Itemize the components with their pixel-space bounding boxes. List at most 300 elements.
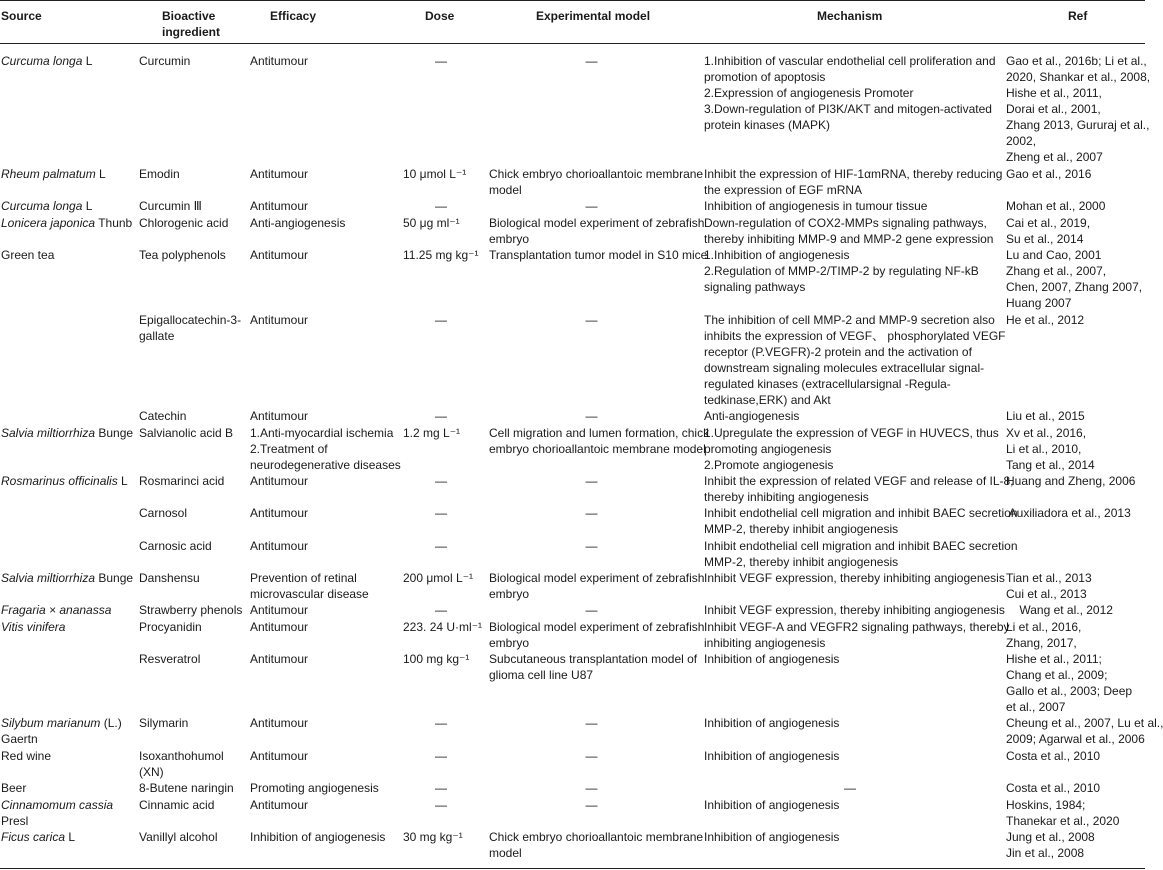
- efficacy-line: Antitumour: [250, 167, 309, 181]
- ingredient-line: Catechin: [139, 409, 187, 423]
- cell-source: [1, 166, 106, 182]
- ref-line: Lu and Cao, 2001: [1006, 248, 1102, 262]
- ref-line: Wang et al., 2012: [1006, 603, 1113, 617]
- cell-efficacy: [250, 829, 385, 845]
- cell-model: [489, 570, 704, 602]
- cell-ref: [1006, 715, 1163, 747]
- mechanism-line: MMP-2, thereby inhibit angiogenesis: [704, 555, 899, 569]
- cell-dose: 10 μmol L⁻¹: [403, 167, 467, 181]
- ref-line: Gao et al., 2016: [1006, 167, 1092, 181]
- mechanism-line: Inhibit endothelial cell migration and inhibit BAEC secretion: [704, 506, 1018, 520]
- cell-model: —: [585, 506, 598, 520]
- ref-line: Huang 2007: [1006, 296, 1072, 310]
- cell-model: [489, 215, 704, 247]
- model-line: Biological model experiment of zebrafish: [489, 216, 705, 230]
- cell-dose: —: [435, 716, 447, 730]
- ref-line: Liu et al., 2015: [1006, 409, 1085, 423]
- mechanism-line: downstream signaling molecules extracellular signal-: [704, 361, 985, 375]
- ref-line: Li et al., 2016,: [1006, 620, 1082, 634]
- model-line: embryo: [489, 636, 530, 650]
- mechanism-line: protein kinases (MAPK): [704, 118, 831, 132]
- cell-ingredient: [139, 619, 202, 635]
- efficacy-line: Antitumour: [250, 409, 309, 423]
- ingredient-line: Tea polyphenols: [139, 248, 226, 262]
- cell-ref: [1006, 780, 1100, 796]
- header-rule: [0, 43, 1145, 44]
- ingredient-line: Rosmarinci acid: [139, 474, 225, 488]
- cell-efficacy: [250, 198, 308, 214]
- cell-ref: [1006, 570, 1092, 602]
- efficacy-line: neurodegenerative diseases: [250, 458, 401, 472]
- cell-ingredient: [139, 53, 190, 69]
- cell-mechanism: [704, 198, 927, 214]
- model-line: model: [489, 183, 522, 197]
- source-text: Salvia miltiorrhiza: [1, 426, 96, 440]
- cell-efficacy: [250, 473, 308, 489]
- mechanism-line: the expression of EGF mRNA: [704, 183, 863, 197]
- mechanism-line: receptor (P.VEGFR)-2 protein and the activation of: [704, 345, 972, 359]
- mechanism-line: inhibiting angiogenesis: [704, 636, 826, 650]
- cell-mechanism: [704, 715, 839, 731]
- mechanism-line: 2.Promote angiogenesis: [704, 458, 834, 472]
- source-text: Fragaria × ananassa: [1, 603, 112, 617]
- efficacy-line: Antitumour: [250, 620, 309, 634]
- cell-ingredient: [139, 570, 200, 586]
- ref-line: Hoskins, 1984;: [1006, 798, 1086, 812]
- source-text: Rosmarinus officinalis: [1, 474, 118, 488]
- cell-efficacy: [250, 780, 379, 796]
- source-text: Curcuma longa: [1, 54, 83, 68]
- ref-line: Auxiliadora et al., 2013: [1006, 506, 1131, 520]
- efficacy-line: Antitumour: [250, 603, 309, 617]
- ingredient-line: Carnosic acid: [139, 539, 212, 553]
- cell-model: —: [585, 474, 598, 488]
- model-line: embryo: [489, 232, 530, 246]
- source-text: L: [65, 830, 76, 844]
- cell-efficacy: [250, 538, 308, 554]
- cell-model: —: [585, 781, 598, 795]
- source-text: Cinnamomum cassia: [1, 798, 114, 812]
- cell-ingredient: [139, 829, 218, 845]
- ref-line: Tang et al., 2014: [1006, 458, 1095, 472]
- cell-ingredient: [139, 780, 234, 796]
- cell-ingredient: [139, 425, 233, 441]
- cell-dose: —: [435, 781, 447, 795]
- mechanism-line: 1.Inhibition of angiogenesis: [704, 248, 850, 262]
- cell-efficacy: [250, 408, 308, 424]
- cell-ref: [1006, 473, 1135, 489]
- cell-ingredient: [139, 651, 200, 667]
- mechanism-line: regulated kinases (extracellularsignal -Regula-: [704, 377, 951, 391]
- ref-line: Thanekar et al., 2020: [1006, 814, 1120, 828]
- cell-source: [1, 247, 54, 263]
- efficacy-line: Anti-angiogenesis: [250, 216, 346, 230]
- mechanism-line: Inhibit VEGF-A and VEGFR2 signaling pathways, thereby: [704, 620, 1010, 634]
- cell-model: —: [585, 603, 598, 617]
- ref-line: 2002,: [1006, 134, 1037, 148]
- table-bottom-rule: [0, 868, 1145, 869]
- cell-dose: —: [435, 539, 447, 553]
- cell-dose: 30 mg kg⁻¹: [403, 830, 463, 844]
- mechanism-line: promoting angiogenesis: [704, 442, 832, 456]
- cell-ingredient: [139, 408, 186, 424]
- cell-dose: 200 μmol L⁻¹: [403, 571, 473, 585]
- mechanism-line: 1.Upregulate the expression of VEGF in HUVECS, thus: [704, 426, 999, 440]
- ref-line: Huang and Zheng, 2006: [1006, 474, 1136, 488]
- efficacy-line: Prevention of retinal: [250, 571, 357, 585]
- cell-ref: [1006, 829, 1095, 861]
- cell-source: [1, 797, 113, 829]
- source-text: Salvia miltiorrhiza: [1, 571, 96, 585]
- cell-ingredient: [139, 198, 202, 214]
- mechanism-line: Inhibition of angiogenesis: [704, 716, 840, 730]
- ingredient-line: Epigallocatechin-3-: [139, 313, 242, 327]
- cell-model: —: [585, 716, 598, 730]
- ingredient-line: (XN): [139, 765, 164, 779]
- efficacy-line: Inhibition of angiogenesis: [250, 830, 386, 844]
- efficacy-line: Antitumour: [250, 716, 309, 730]
- ref-line: Su et al., 2014: [1006, 232, 1084, 246]
- ingredient-line: 8-Butene naringin: [139, 781, 234, 795]
- cell-source: [1, 425, 133, 441]
- source-text: Presl: [1, 814, 29, 828]
- cell-mechanism: [704, 748, 839, 764]
- cell-mechanism: [704, 408, 799, 424]
- cell-dose: —: [435, 313, 447, 327]
- ref-line: Jung et al., 2008: [1006, 830, 1095, 844]
- efficacy-line: Antitumour: [250, 798, 309, 812]
- ingredient-line: Cinnamic acid: [139, 798, 215, 812]
- ref-line: et al., 2007: [1006, 700, 1066, 714]
- cell-ref: [1006, 408, 1085, 424]
- efficacy-line: Antitumour: [250, 54, 309, 68]
- cell-source: [1, 748, 51, 764]
- cell-ref: [1006, 748, 1100, 764]
- source-text: Bunge: [95, 571, 134, 585]
- model-line: glioma cell line U87: [489, 668, 594, 682]
- cell-dose: —: [435, 749, 447, 763]
- mechanism-line: Anti-angiogenesis: [704, 409, 800, 423]
- source-text: Green tea: [1, 248, 55, 262]
- cell-efficacy: [250, 570, 369, 602]
- ingredient-line: Curcumin Ⅲ: [139, 199, 202, 213]
- cell-efficacy: [250, 312, 308, 328]
- ingredient-line: Vanillyl alcohol: [139, 830, 218, 844]
- source-text: Red wine: [1, 749, 52, 763]
- cell-mechanism: [704, 651, 839, 667]
- cell-ref: [1006, 602, 1113, 618]
- ingredient-line: Isoxanthohumol: [139, 749, 224, 763]
- mechanism-line: 2.Regulation of MMP-2/TIMP-2 by regulating NF-kB: [704, 264, 979, 278]
- cell-ref: [1006, 312, 1084, 328]
- cell-model: —: [585, 54, 598, 68]
- ref-line: Gallo et al., 2003; Deep: [1006, 684, 1133, 698]
- cell-mechanism: [704, 215, 993, 247]
- cell-model: [489, 619, 704, 651]
- cell-ingredient: [139, 748, 224, 780]
- cell-source: [1, 473, 128, 489]
- ingredient-line: Salvianolic acid B: [139, 426, 234, 440]
- cell-mechanism: [704, 619, 1010, 651]
- ingredient-line: Carnosol: [139, 506, 188, 520]
- mechanism-line: signaling pathways: [704, 280, 806, 294]
- cell-dose: 1.2 mg L⁻¹: [403, 426, 461, 440]
- cell-model: [489, 166, 703, 198]
- cell-source: [1, 780, 26, 796]
- source-text: Gaertn: [1, 732, 38, 746]
- cell-model: —: [585, 539, 598, 553]
- header-ref: Ref: [1068, 9, 1088, 23]
- cell-ingredient: [139, 602, 242, 618]
- ingredient-line: Resveratrol: [139, 652, 201, 666]
- cell-dose: —: [435, 506, 447, 520]
- model-line: Biological model experiment of zebrafish: [489, 620, 705, 634]
- cell-model: —: [585, 798, 598, 812]
- cell-model: [489, 651, 697, 683]
- mechanism-line: Inhibition of angiogenesis: [704, 830, 840, 844]
- mechanism-line: Inhibit the expression of HIF-1αmRNA, thereby reducing: [704, 167, 1003, 181]
- ref-line: Zhang et al., 2007,: [1006, 264, 1107, 278]
- cell-ingredient: [139, 247, 226, 263]
- mechanism-line: 2.Expression of angiogenesis Promoter: [704, 86, 914, 100]
- ref-line: Cai et al., 2019,: [1006, 216, 1091, 230]
- mechanism-line: inhibits the expression of VEGF、 phosphorylated VEGF: [704, 329, 1006, 343]
- efficacy-line: Antitumour: [250, 199, 309, 213]
- source-text: Curcuma longa: [1, 199, 83, 213]
- cell-ref: [1006, 797, 1119, 829]
- cell-source: [1, 715, 122, 747]
- cell-ingredient: [139, 538, 212, 554]
- cell-efficacy: [250, 748, 308, 764]
- cell-mechanism: [704, 312, 1005, 408]
- source-text: Rheum palmatum: [1, 167, 96, 181]
- cell-ref: [1006, 247, 1142, 311]
- source-text: Bunge: [95, 426, 134, 440]
- source-text: Thunb: [95, 216, 133, 230]
- cell-source: [1, 829, 75, 845]
- cell-ref: [1006, 198, 1105, 214]
- ingredient-line: Danshensu: [139, 571, 200, 585]
- ingredient-line: Procyanidin: [139, 620, 202, 634]
- source-text: Vitis vinifera: [1, 620, 66, 634]
- mechanism-line: Inhibit VEGF expression, thereby inhibiting angiogenesis: [704, 571, 1005, 585]
- mechanism-line: Inhibition of angiogenesis: [704, 798, 840, 812]
- cell-ref: [1006, 505, 1131, 521]
- header-bioactive-ingredient-text: Bioactive ingredient: [162, 9, 221, 39]
- cell-dose: —: [435, 798, 447, 812]
- mechanism-line: 1.Inhibition of vascular endothelial cell proliferation and: [704, 54, 996, 68]
- cell-mechanism: [704, 247, 979, 295]
- efficacy-line: Antitumour: [250, 749, 309, 763]
- ingredient-line: Strawberry phenols: [139, 603, 243, 617]
- cell-ingredient: [139, 797, 214, 813]
- ref-line: Xv et al., 2016,: [1006, 426, 1087, 440]
- cell-efficacy: [250, 166, 308, 182]
- cell-ref: [1006, 651, 1132, 715]
- cell-model: [489, 425, 709, 457]
- ref-line: Cheung et al., 2007, Lu et al.,: [1006, 716, 1163, 730]
- header-source: Source: [1, 9, 42, 23]
- cell-efficacy: [250, 715, 308, 731]
- ref-line: Costa et al., 2010: [1006, 781, 1101, 795]
- model-line: Transplantation tumor model in S10 mice: [489, 248, 708, 262]
- cell-efficacy: [250, 215, 345, 231]
- cell-ingredient: [139, 473, 224, 489]
- cell-mechanism: [704, 166, 1002, 198]
- cell-source: [1, 198, 92, 214]
- cell-efficacy: [250, 619, 308, 635]
- efficacy-line: Antitumour: [250, 474, 309, 488]
- cell-model: —: [585, 199, 598, 213]
- cell-efficacy: [250, 797, 308, 813]
- mechanism-line: Inhibition of angiogenesis in tumour tissue: [704, 199, 928, 213]
- cell-dose: —: [435, 474, 447, 488]
- cell-model: —: [585, 749, 598, 763]
- cell-ref: [1006, 166, 1091, 182]
- mechanism-line: promotion of apoptosis: [704, 70, 826, 84]
- mechanism-line: thereby inhibiting angiogenesis: [704, 490, 869, 504]
- cell-dose: —: [435, 409, 447, 423]
- cell-mechanism: [704, 473, 1014, 505]
- cell-ingredient: [139, 312, 241, 344]
- mechanism-line: MMP-2, thereby inhibit angiogenesis: [704, 522, 899, 536]
- ingredient-line: Chlorogenic acid: [139, 216, 229, 230]
- efficacy-line: Antitumour: [250, 313, 309, 327]
- cell-model: —: [585, 409, 598, 423]
- cell-ingredient: [139, 715, 188, 731]
- cell-source: [1, 619, 65, 635]
- cell-mechanism: [704, 538, 1018, 570]
- ref-line: Hishe et al., 2011;: [1006, 652, 1102, 666]
- ref-line: Mohan et al., 2000: [1006, 199, 1106, 213]
- ref-line: Cui et al., 2013: [1006, 587, 1087, 601]
- ref-line: Li et al., 2010,: [1006, 442, 1082, 456]
- cell-ref: [1006, 53, 1150, 165]
- model-line: embryo chorioallantoic membrane model: [489, 442, 706, 456]
- cell-efficacy: [250, 247, 308, 263]
- cell-efficacy: [250, 53, 308, 69]
- cell-source: [1, 602, 111, 618]
- ref-line: Gao et al., 2016b; Li et al.,: [1006, 54, 1147, 68]
- mechanism-line: tedkinase,ERK) and Akt: [704, 393, 831, 407]
- cell-mechanism: [704, 53, 996, 133]
- mechanism-line: thereby inhibiting MMP-9 and MMP-2 gene expression: [704, 232, 994, 246]
- ref-line: Zhang, 2017,: [1006, 636, 1077, 650]
- table-top-rule: [0, 0, 1145, 1]
- mechanism-line: The inhibition of cell MMP-2 and MMP-9 secretion also: [704, 313, 995, 327]
- cell-mechanism: [704, 570, 1005, 586]
- cell-ref: [1006, 619, 1081, 651]
- source-text: L: [82, 199, 93, 213]
- source-text: L: [82, 54, 93, 68]
- ref-line: Costa et al., 2010: [1006, 749, 1101, 763]
- cell-mechanism: [704, 425, 999, 473]
- efficacy-line: 2.Treatment of: [250, 442, 328, 456]
- efficacy-line: 1.Anti-myocardial ischemia: [250, 426, 394, 440]
- cell-efficacy: [250, 651, 308, 667]
- mechanism-line: Inhibit VEGF expression, thereby inhibiting angiogenesis: [704, 603, 1005, 617]
- cell-mechanism: —: [844, 781, 856, 795]
- efficacy-line: Antitumour: [250, 248, 309, 262]
- model-line: Subcutaneous transplantation model of: [489, 652, 698, 666]
- efficacy-line: microvascular disease: [250, 587, 369, 601]
- mechanism-line: 3.Down-regulation of PI3K/AKT and mitogen-activated: [704, 102, 992, 116]
- cell-source: [1, 570, 133, 586]
- mechanism-line: Inhibit endothelial cell migration and inhibit BAEC secretion: [704, 539, 1018, 553]
- model-line: Chick embryo chorioallantoic membrane: [489, 167, 704, 181]
- source-text: Silybum marianum: [1, 716, 101, 730]
- cell-ingredient: [139, 505, 187, 521]
- efficacy-line: Antitumour: [250, 652, 309, 666]
- cell-mechanism: [704, 505, 1018, 537]
- cell-ingredient: [139, 166, 180, 182]
- header-dose: Dose: [425, 9, 455, 23]
- cell-dose: 223. 24 U·ml⁻¹: [403, 620, 483, 634]
- header-experimental-model: Experimental model: [536, 9, 651, 23]
- ref-line: 2020, Shankar et al., 2008,: [1006, 70, 1151, 84]
- cell-dose: 50 μg ml⁻¹: [403, 216, 460, 230]
- cell-model: —: [585, 313, 598, 327]
- ref-line: 2009; Agarwal et al., 2006: [1006, 732, 1145, 746]
- cell-ref: [1006, 215, 1090, 247]
- cell-mechanism: [704, 797, 839, 813]
- source-text: L: [95, 167, 106, 181]
- ref-line: Jin et al., 2008: [1006, 846, 1085, 860]
- cell-model: [489, 829, 703, 861]
- cell-dose: 100 mg kg⁻¹: [403, 652, 470, 666]
- ingredient-line: Curcumin: [139, 54, 191, 68]
- ref-line: Tian et al., 2013: [1006, 571, 1092, 585]
- ref-line: Zheng et al., 2007: [1006, 150, 1103, 164]
- mechanism-line: Inhibit the expression of related VEGF and release of IL-8,: [704, 474, 1014, 488]
- efficacy-line: Promoting angiogenesis: [250, 781, 379, 795]
- ref-line: Zhang 2013, Gururaj et al.,: [1006, 118, 1150, 132]
- cell-dose: —: [435, 603, 447, 617]
- source-text: L: [117, 474, 128, 488]
- ref-line: Chang et al., 2009;: [1006, 668, 1108, 682]
- source-text: Ficus carica: [1, 830, 66, 844]
- mechanism-line: Inhibition of angiogenesis: [704, 749, 840, 763]
- model-line: Chick embryo chorioallantoic membrane: [489, 830, 704, 844]
- model-line: embryo: [489, 587, 530, 601]
- ref-line: Dorai et al., 2001,: [1006, 102, 1101, 116]
- cell-efficacy: [250, 425, 401, 473]
- ref-line: Chen, 2007, Zhang 2007,: [1006, 280, 1143, 294]
- ingredient-line: Emodin: [139, 167, 180, 181]
- cell-mechanism: [704, 602, 1005, 618]
- mechanism-line: Down-regulation of COX2-MMPs signaling pathways,: [704, 216, 987, 230]
- source-text: Beer: [1, 781, 27, 795]
- cell-efficacy: [250, 505, 308, 521]
- model-line: Cell migration and lumen formation, chick: [489, 426, 710, 440]
- ingredient-line: Silymarin: [139, 716, 189, 730]
- cell-source: [1, 215, 132, 231]
- source-text: Lonicera japonica: [1, 216, 96, 230]
- header-efficacy: Efficacy: [270, 9, 317, 23]
- ref-line: He et al., 2012: [1006, 313, 1085, 327]
- cell-ref: [1006, 425, 1095, 473]
- cell-source: [1, 53, 92, 69]
- header-mechanism: Mechanism: [817, 9, 883, 23]
- efficacy-line: Antitumour: [250, 539, 309, 553]
- ingredient-line: gallate: [139, 329, 175, 343]
- cell-ingredient: [139, 215, 228, 231]
- ref-line: Hishe et al., 2011,: [1006, 86, 1102, 100]
- efficacy-line: Antitumour: [250, 506, 309, 520]
- mechanism-line: Inhibition of angiogenesis: [704, 652, 840, 666]
- cell-efficacy: [250, 602, 308, 618]
- model-line: model: [489, 846, 522, 860]
